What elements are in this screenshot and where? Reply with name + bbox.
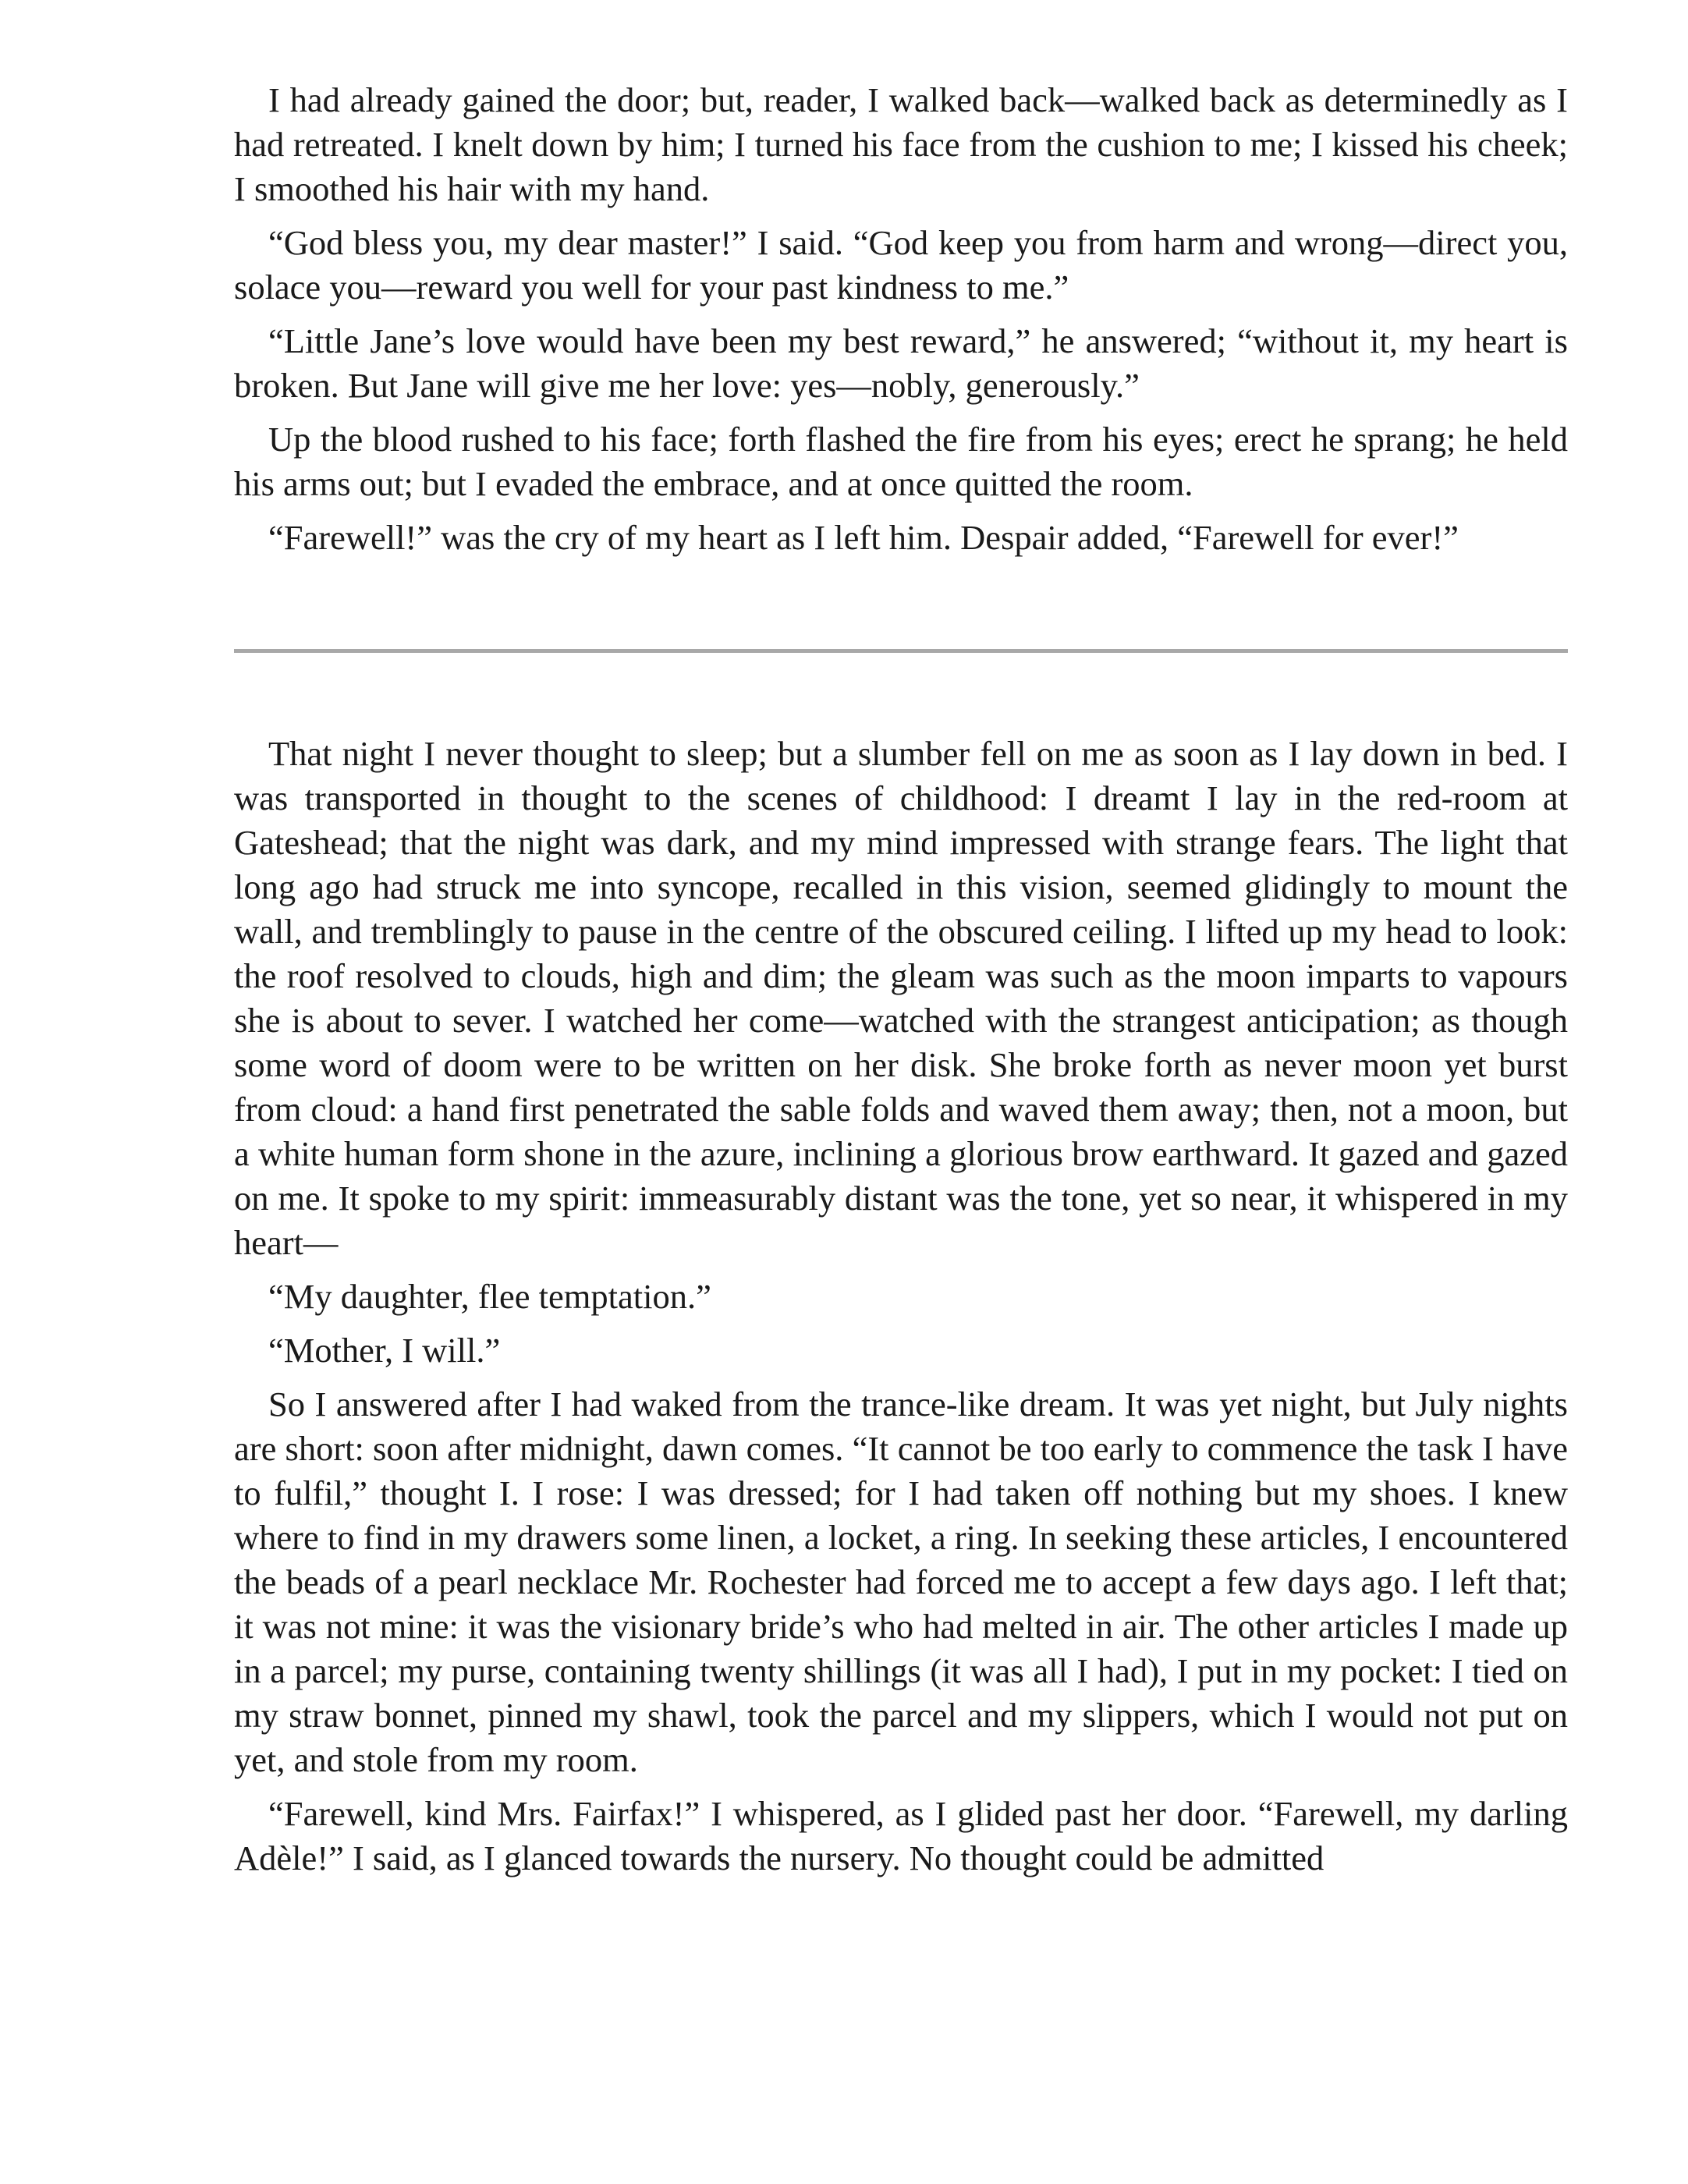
book-page [234,78,1568,1877]
paragraph: “Mother, I will.” [268,1331,501,1370]
section-divider [234,649,1568,653]
paragraph: Up the blood rushed to his face; forth flashed the fire from his eyes; erect he sprang; he held his arms out; but I evaded the embrace, and at once quitted the room. [234,420,1568,503]
paragraph: “Farewell, kind Mrs. Fairfax!” I whispered, as I glided past her door. “Farewell, my darling Adèle!” I said, as I glanced towards the nursery. No thought could be admitted [234,1794,1568,1877]
paragraph: “God bless you, my dear master!” I said. “God keep you from harm and wrong—direct you, solace you—reward you well for your past kindness to me.” [234,223,1568,307]
paragraph: “Little Jane’s love would have been my best reward,” he answered; “without it, my heart is broken. But Jane will give me her love: yes—nobly, generously.” [234,321,1568,405]
section-one [234,78,1568,560]
paragraph: “Farewell!” was the cry of my heart as I left him. Despair added, “Farewell for ever!” [268,518,1459,557]
section-two [234,732,1568,1890]
paragraph: “My daughter, flee temptation.” [268,1277,711,1316]
paragraph: I had already gained the door; but, reader, I walked back—walked back as determinedly as I had retreated. I knelt down by him; I turned his face from the cushion to me; I kissed his cheek; I smoothed his hair with my hand. [234,80,1568,208]
paragraph: So I answered after I had waked from the trance-like dream. It was yet night, but July nights are short: soon after midnight, dawn comes. “It cannot be too early to commence the task I have to fulfil,” thought I. I rose: I was dressed; for I had taken off nothing but my shoes. I knew where to find in my drawers some linen, a locket, a ring. In seeking these articles, I encountered the beads of a pearl necklace Mr. Rochester had forced me to accept a few days ago. I left that; it was not mine: it was the visionary bride’s who had melted in air. The other articles I made up in a parcel; my purse, containing twenty shillings (it was all I had), I put in my pocket: I tied on my straw bonnet, pinned my shawl, took the parcel and my slippers, which I would not put on yet, and stole from my room. [234,1384,1568,1779]
paragraph: That night I never thought to sleep; but a slumber fell on me as soon as I lay down in bed. I was transported in thought to the scenes of childhood: I dreamt I lay in the red-room at Gateshead; that the night was dark, and my mind impressed with strange fears. The light that long ago had struck me into syncope, recalled in this vision, seemed glidingly to mount the wall, and tremblingly to pause in the centre of the obscured ceiling. I lifted up my head to look: the roof resolved to clouds, high and dim; the gleam was such as the moon imparts to vapours she is about to sever. I watched her come—watched with the strangest anticipation; as though some word of doom were to be written on her disk. She broke forth as never moon yet burst from cloud: a hand first penetrated the sable folds and waved them away; then, not a moon, but a white human form shone in the azure, inclining a glorious brow earthward. It gazed and gazed on me. It spoke to my spirit: immeasurably distant was the tone, yet so near, it whispered in my heart— [234,734,1568,1262]
